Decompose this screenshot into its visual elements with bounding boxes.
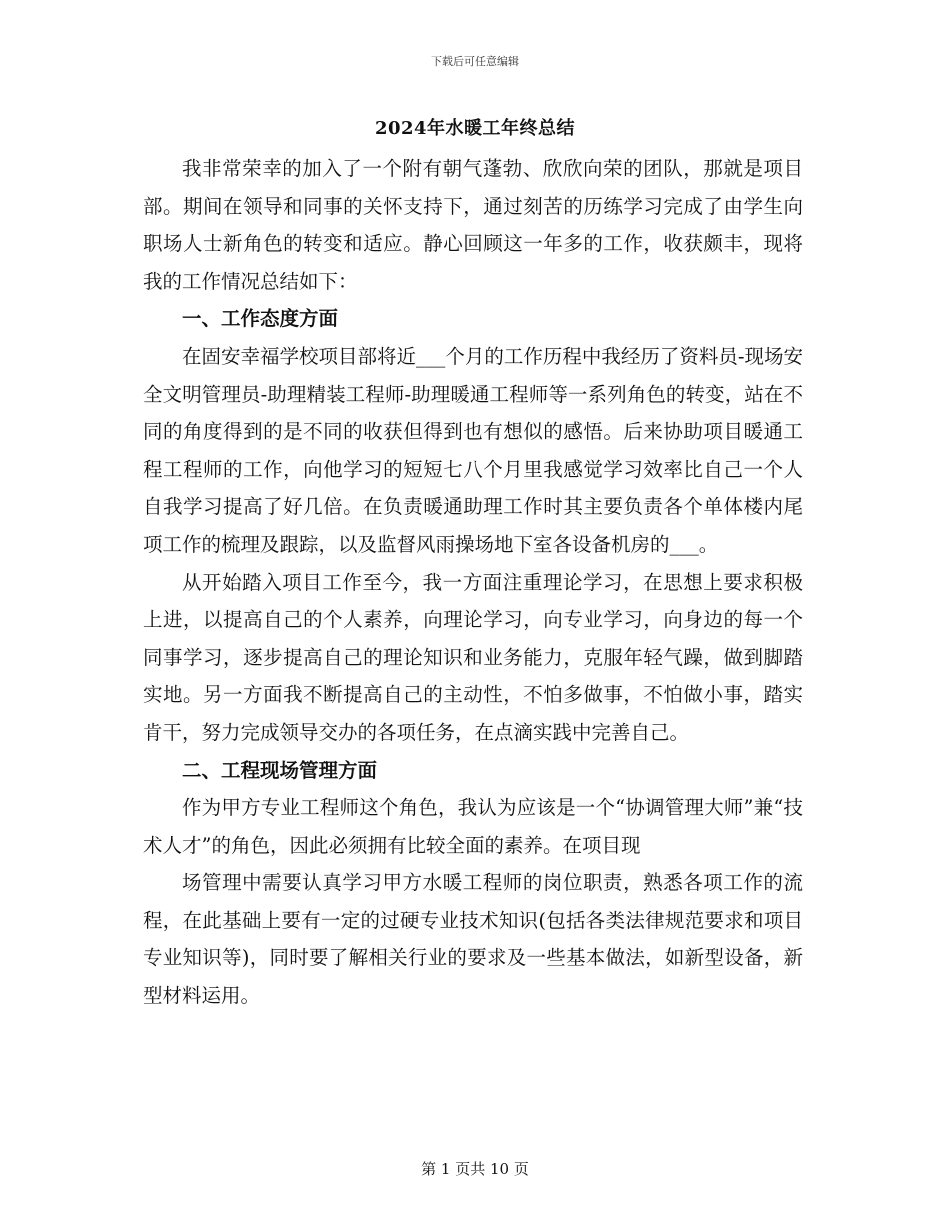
document-body xyxy=(143,150,803,1015)
section-1-heading: 一、工作态度方面 xyxy=(182,307,339,331)
page-number: 第 1 页共 10 页 xyxy=(421,1160,529,1178)
section-2-paragraph-2: 场管理中需要认真学习甲方水暖工程师的岗位职责，熟悉各项工作的流程，在此基础上要有一定的过硬专业技术知识(包括各类法律规范要求和项目专业知识等)，同时要了解相关行业的要求及一些基本做法，如新型设备，新型材料运用。 xyxy=(143,871,803,1008)
header-note: 下载后可任意编辑 xyxy=(431,55,519,68)
section-1-paragraph-1: 在固安幸福学校项目部将近___个月的工作历程中我经历了资料员-现场安全文明管理员-助理精装工程师-助理暖通工程师等一系列角色的转变，站在不同的角度得到的是不同的收获但得到也有想似的感悟。后来协助项目暖通工程工程师的工作，向他学习的短短七八个月里我感觉学习效率比自己一个人自我学习提高了好几倍。在负责暖通助理工作时其主要负责各个单体楼内尾项工作的梳理及跟踪，以及监督风雨操场地下室各设备机房的___。 xyxy=(143,344,803,556)
document-title: 2024年水暖工年终总结 xyxy=(374,118,576,139)
section-1-paragraph-2: 从开始踏入项目工作至今，我一方面注重理论学习，在思想上要求积极上进，以提高自己的个人素养，向理论学习，向专业学习，向身边的每一个同事学习，逐步提高自己的理论知识和业务能力，克服年轻气躁，做到脚踏实地。另一方面我不断提高自己的主动性，不怕多做事，不怕做小事，踏实肯干，努力完成领导交办的各项任务，在点滴实践中完善自己。 xyxy=(143,570,803,744)
section-2-paragraph-1: 作为甲方专业工程师这个角色，我认为应该是一个“协调管理大师”兼“技术人才”的角色，因此必须拥有比较全面的素养。在项目现 xyxy=(143,796,803,857)
intro-paragraph: 我非常荣幸的加入了一个附有朝气蓬勃、欣欣向荣的团队，那就是项目部。期间在领导和同事的关怀支持下，通过刻苦的历练学习完成了由学生向职场人士新角色的转变和适应。静心回顾这一年多的工作，收获颇丰，现将我的工作情况总结如下： xyxy=(143,157,803,293)
section-2-heading: 二、工程现场管理方面 xyxy=(182,758,378,782)
